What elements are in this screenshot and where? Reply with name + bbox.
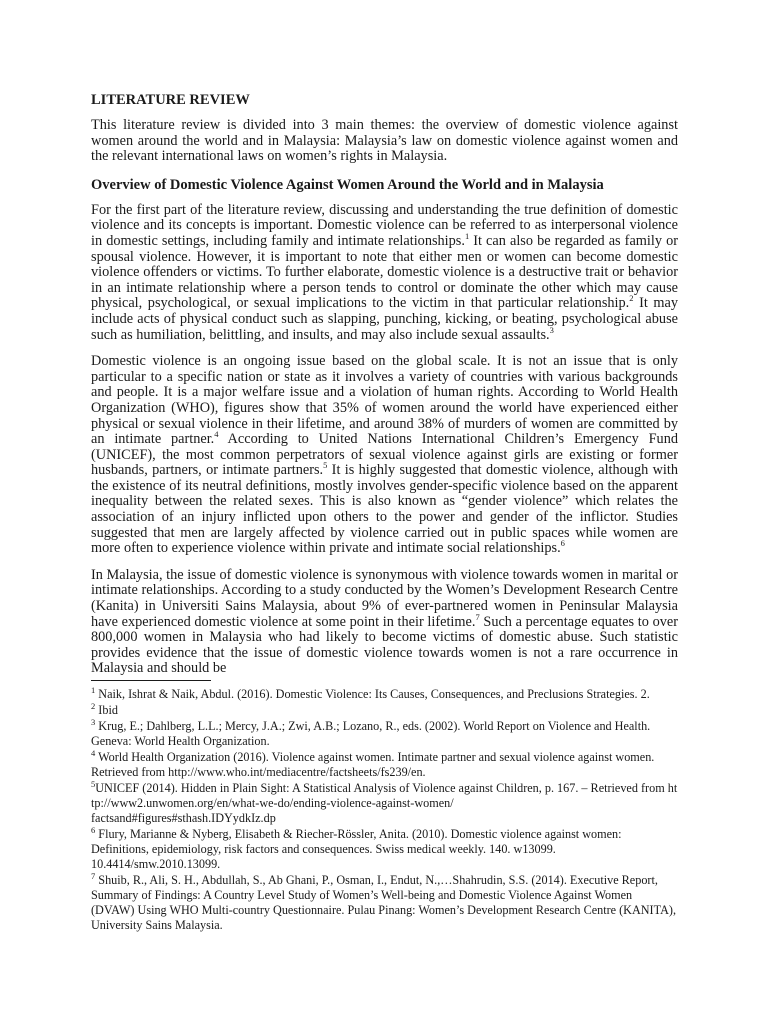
footnote-5 — [91, 778, 678, 826]
footnote-number: 1 — [91, 684, 96, 695]
intro-paragraph: This literature review is divided into 3 main themes: the overview of domestic violence against women around the world and in Malaysia: Malaysia’s law on domestic violence against women and the relevant international laws on women’s rights in Malaysia. — [91, 117, 678, 165]
footnote-number: 6 — [91, 824, 96, 835]
footnote-text: Naik, Ishrat & Naik, Abdul. (2016). Domestic Violence: Its Causes, Consequences, and Preclusions Strategies. 2. — [95, 687, 650, 701]
footnote-text: UNICEF (2014). Hidden in Plain Sight: A Statistical Analysis of Violence against Children, p. 167. – Retrieved from http://www2.unwomen.org/en/what-we-do/ending-violence-against-women/ — [91, 781, 678, 810]
paragraph-text: It may include acts of physical conduct such as slapping, punching, kicking, or beating, psychological abuse such as humiliation, belittling, and insults, and may also include sexual assaults. — [91, 295, 678, 343]
paragraph-malaysia — [91, 568, 678, 677]
footnote-ref: 2 — [629, 293, 634, 304]
footnote-6 — [91, 824, 678, 872]
footnote-text: factsand#figures#sthash.IDYydkIz.dp — [91, 811, 276, 825]
footnote-2 — [91, 700, 678, 718]
footnote-text: Flury, Marianne & Nyberg, Elisabeth & Riecher-Rössler, Anita. (2010). Domestic violence against women: Definitions, epidemiology, risk factors and consequences. Swiss medical weekly. 140. w13099. 10.4414/smw.2010.13099. — [91, 827, 622, 871]
paragraph-text: Such a percentage equates to over 800,000 women in Malaysia who had likely to become victims of domestic abuse. Such statistic provides evidence that the issue of domestic violence towards women is not a rare occurrence in Malaysia and should be — [91, 613, 678, 677]
paragraph-text: It is highly suggested that domestic violence, although with the existence of its neutral definitions, mostly involves gender-specific violence based on the apparent inequality between the related sexes. This is also known as “gender violence” which relates the association of an injury inflicted upon others to the power and gender of the inflictor. Studies suggested that men are largely affected by violence carried out in public spaces while women are more often to experience violence within private and intimate social relationships. — [91, 462, 678, 557]
footnote-number: 2 — [91, 700, 96, 711]
footnote-number: 7 — [91, 870, 96, 881]
paragraph-definition — [91, 203, 678, 343]
document-page — [91, 91, 678, 934]
paragraph-text: It can also be regarded as family or spousal violence. However, it is important to note that either men or women can become domestic violence offenders or victims. To further elaborate, domestic violence is a destructive trait or behavior in an intimate relationship where a person tends to control or dominate the other which may cause physical, psychological, or sexual implications to the victim in that particular relationship. — [91, 232, 678, 312]
footnote-ref: 1 — [464, 231, 470, 242]
footnote-ref: 6 — [560, 538, 565, 549]
footnote-number: 4 — [91, 747, 96, 758]
paragraph-global — [91, 354, 678, 557]
paragraph-text: In Malaysia, the issue of domestic violence is synonymous with violence towards women in marital or intimate relationships. According to a study conducted by the Women’s Development Research Centre (Kanita) in Universiti Sains Malaysia, about 9% of ever-partnered women in Peninsular Malaysia have experienced domestic violence at some point in their lifetime. — [91, 566, 678, 630]
paragraph-text: For the first part of the literature review, discussing and understanding the true definition of domestic violence and its concepts is important. Domestic violence can be referred to as interpersonal violence in domestic settings, including family and intimate relationships. — [91, 201, 678, 249]
paragraph-text: Domestic violence is an ongoing issue based on the global scale. It is not an issue that is only particular to a specific nation or state as it involves a variety of countries with various backgrounds and people. It is a major welfare issue and a violation of human rights. According to World Health Organization (WHO), figures show that 35% of women around the world have experienced either physical or sexual violence in their lifetime, and around 38% of murders of women are committed by an intimate partner. — [91, 353, 678, 448]
footnote-ref: 3 — [549, 324, 554, 335]
page-title: LITERATURE REVIEW — [91, 92, 250, 108]
paragraph-text: According to United Nations International Children’s Emergency Fund (UNICEF), the most common perpetrators of sexual violence against girls are existing or former husbands, partners, or intimate partners. — [91, 431, 679, 479]
footnote-separator — [91, 680, 211, 681]
footnote-text: Shuib, R., Ali, S. H., Abdullah, S., Ab Ghani, P., Osman, I., Endut, N.,…Shahrudin, S.S. (2014). Executive Report, Summary of Findings: A Country Level Study of Women’s Well-being and Domestic Violence Against Women (DVAW) Using WHO Multi-country Questionnaire. Pulau Pinang: Women’s Development Research Centre (KANITA), University Sains Malaysia. — [91, 873, 676, 932]
section-heading: Overview of Domestic Violence Against Women Around the World and in Malaysia — [91, 176, 604, 193]
footnote-ref: 4 — [214, 429, 219, 440]
footnotes — [91, 684, 678, 933]
footnote-text: World Health Organization (2016). Violence against women. Intimate partner and sexual violence against women. Retrieved from http://www.who.int/mediacentre/factsheets/fs239/en. — [91, 750, 655, 779]
footnote-text: Krug, E.; Dahlberg, L.L.; Mercy, J.A.; Zwi, A.B.; Lozano, R., eds. (2002). World Report on Violence and Health. Geneva: World Health Organization. — [91, 719, 651, 748]
footnote-text: Ibid — [95, 703, 118, 717]
footnote-ref: 7 — [475, 611, 480, 622]
footnote-7 — [91, 870, 678, 933]
footnote-ref: 5 — [323, 460, 328, 471]
footnote-3 — [91, 716, 678, 749]
footnote-number: 5 — [91, 778, 96, 789]
footnote-4 — [91, 747, 678, 780]
footnote-1 — [91, 684, 678, 702]
footnote-number: 3 — [91, 716, 96, 727]
